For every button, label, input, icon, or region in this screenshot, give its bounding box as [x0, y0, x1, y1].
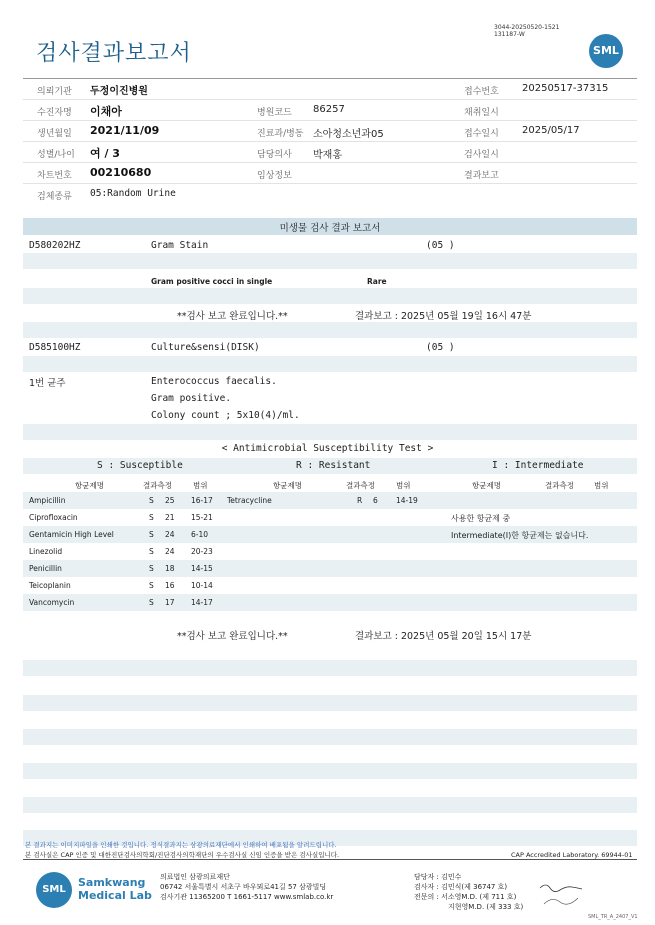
ast-range-col2: 14-19 [396, 496, 418, 505]
ast-done: **검사 보고 완료입니다.** [177, 631, 288, 642]
ast-sir: S [149, 581, 154, 590]
cap-accreditation: CAP Accredited Laboratory. 69944-01 [511, 851, 633, 859]
ast-value: 25 [165, 496, 175, 505]
organism-gram: Gram positive. [151, 393, 232, 404]
patient-name: 이채아 [90, 105, 122, 118]
footer-divider [23, 859, 637, 860]
page-title: 검사결과보고서 [36, 41, 192, 66]
ast-value: 21 [165, 513, 175, 522]
ast-drug: Gentamicin High Level [29, 530, 114, 539]
hospital-name: 두정이진병원 [90, 86, 148, 97]
ast-range: 15-21 [191, 513, 213, 522]
brand-name: Samkwang Medical Lab [78, 876, 152, 902]
ast-drug: Ampicillin [29, 496, 66, 505]
ast-title: < Antimicrobial Susceptibility Test > [221, 443, 434, 454]
ast-value: 24 [165, 547, 175, 556]
col-header-result: 결과측정 [545, 481, 574, 490]
ast-sir: S [149, 547, 154, 556]
info-row-4: 성별/나이 여 / 3 담당의사 박재홍 검사일시 [23, 142, 637, 163]
section-title: 미생물 검사 결과 보고서 [279, 223, 381, 234]
gram-done-time: 결과보고 : 2025년 05월 19일 16시 47분 [355, 311, 532, 322]
ast-drug: Linezolid [29, 547, 63, 556]
legend-intermediate: I : Intermediate [492, 460, 584, 471]
sex-age: 여 / 3 [90, 147, 120, 160]
info-row-2: 수진자명 이채아 병원코드 86257 채취일시 [23, 100, 637, 121]
sml-footer-logo: SML [36, 872, 72, 908]
culture-test-code: D585100HZ [29, 342, 81, 353]
form-code: SML_TR_A_2407_V1 [588, 914, 638, 920]
colony-count: Colony count ; 5x10(4)/ml. [151, 410, 300, 421]
sml-logo: SML [589, 34, 623, 68]
department: 소아청소년과05 [313, 129, 384, 140]
gram-done: **검사 보고 완료입니다.** [177, 311, 288, 322]
culture-test-name: Culture&sensi(DISK) [151, 342, 260, 353]
receipt-number: 20250517-37315 [522, 83, 609, 94]
ast-sir: S [149, 496, 154, 505]
signature-image [538, 880, 588, 910]
birth-date: 2021/11/09 [90, 124, 160, 137]
gram-test-name: Gram Stain [151, 240, 209, 251]
legend-susceptible: S : Susceptible [97, 460, 183, 471]
ast-value: 24 [165, 530, 175, 539]
doctor-name: 박재홍 [313, 150, 342, 161]
ast-val-col2: 6 [373, 496, 378, 505]
ast-sir-col2: R [357, 496, 363, 505]
ast-drug-col2: Tetracycline [227, 496, 272, 505]
ast-done-time: 결과보고 : 2025년 05월 20일 15시 17분 [355, 631, 532, 642]
ast-value: 18 [165, 564, 175, 573]
info-row-5: 차트번호 00210680 임상정보 결과보고 [23, 163, 637, 184]
organism-name: Enterococcus faecalis. [151, 376, 277, 387]
ast-drug: Vancomycin [29, 598, 75, 607]
col-header-result: 결과측정 [143, 481, 172, 490]
gram-test-num: (05 ) [426, 240, 455, 251]
chart-number: 00210680 [90, 166, 152, 179]
col-header-range: 범위 [193, 481, 208, 490]
culture-test-num: (05 ) [426, 342, 455, 353]
document-id: 3044-20250520-1521 131187-W [494, 24, 560, 38]
lab-info: 의료법인 삼광의료재단 06742 서울특별시 서초구 바우뫼로41길 57 삼광빌딩 검사기관 11365200 T 1661-5117 www.smlab.co.kr [160, 873, 334, 901]
col-header-result: 결과측정 [346, 481, 375, 490]
intermediate-note-1: 사용한 항균제 중 [451, 514, 511, 523]
ast-range: 16-17 [191, 496, 213, 505]
ast-sir: S [149, 564, 154, 573]
hospital-code: 86257 [313, 104, 345, 115]
ast-range: 20-23 [191, 547, 213, 556]
ast-sir: S [149, 513, 154, 522]
ast-range: 14-17 [191, 598, 213, 607]
ast-drug: Teicoplanin [29, 581, 71, 590]
col-header-drug: 항균제명 [472, 481, 501, 490]
ast-range: 14-15 [191, 564, 213, 573]
col-header-range: 범위 [396, 481, 411, 490]
receipt-date: 2025/05/17 [522, 125, 580, 136]
section-title-band [23, 218, 637, 235]
gram-amount: Rare [367, 277, 387, 286]
notice-accreditation: 본 검사실은 CAP 인증 및 대한진단검사의학회/진단검사의학재단의 우수검사실 신임 인증을 받은 검사실입니다. [25, 851, 340, 859]
ast-range: 10-14 [191, 581, 213, 590]
ast-value: 17 [165, 598, 175, 607]
ast-sir: S [149, 530, 154, 539]
info-row-6: 검체종류 05:Random Urine [37, 188, 176, 202]
ast-drug: Penicillin [29, 564, 62, 573]
ast-value: 16 [165, 581, 175, 590]
gram-test-code: D580202HZ [29, 240, 81, 251]
info-row-3: 생년월일 2021/11/09 진료과/병동 소아청소년과05 접수일시 2025/05/17 [23, 121, 637, 142]
info-row-1: 의뢰기관 두정이진병원 접수번호 20250517-37315 [23, 79, 637, 100]
intermediate-note-2: Intermediate(I)한 항균제는 없습니다. [451, 531, 589, 540]
ast-range: 6-10 [191, 530, 209, 539]
isolate-label: 1번 균주 [29, 378, 66, 389]
ast-sir: S [149, 598, 154, 607]
legend-resistant: R : Resistant [296, 460, 371, 471]
specimen-type: 05:Random Urine [90, 188, 176, 199]
staff-info: 담당자 : 김민수 검사자 : 김민식(제 36747 호) 전문의 : 서소영M.D. (제 711 호) 지현영M.D. (제 333 호) [414, 873, 524, 911]
ast-drug: Ciprofloxacin [29, 513, 78, 522]
col-header-range: 범위 [594, 481, 609, 490]
gram-finding: Gram positive cocci in single [151, 277, 273, 286]
col-header-drug: 항균제명 [75, 481, 104, 490]
col-header-drug: 항균제명 [273, 481, 302, 490]
notice-image-print: 본 결과지는 이미지파일을 인쇄한 것입니다. 정식결과지는 삼광의료재단에서 인쇄하여 배포됨을 알려드립니다. [25, 841, 337, 849]
